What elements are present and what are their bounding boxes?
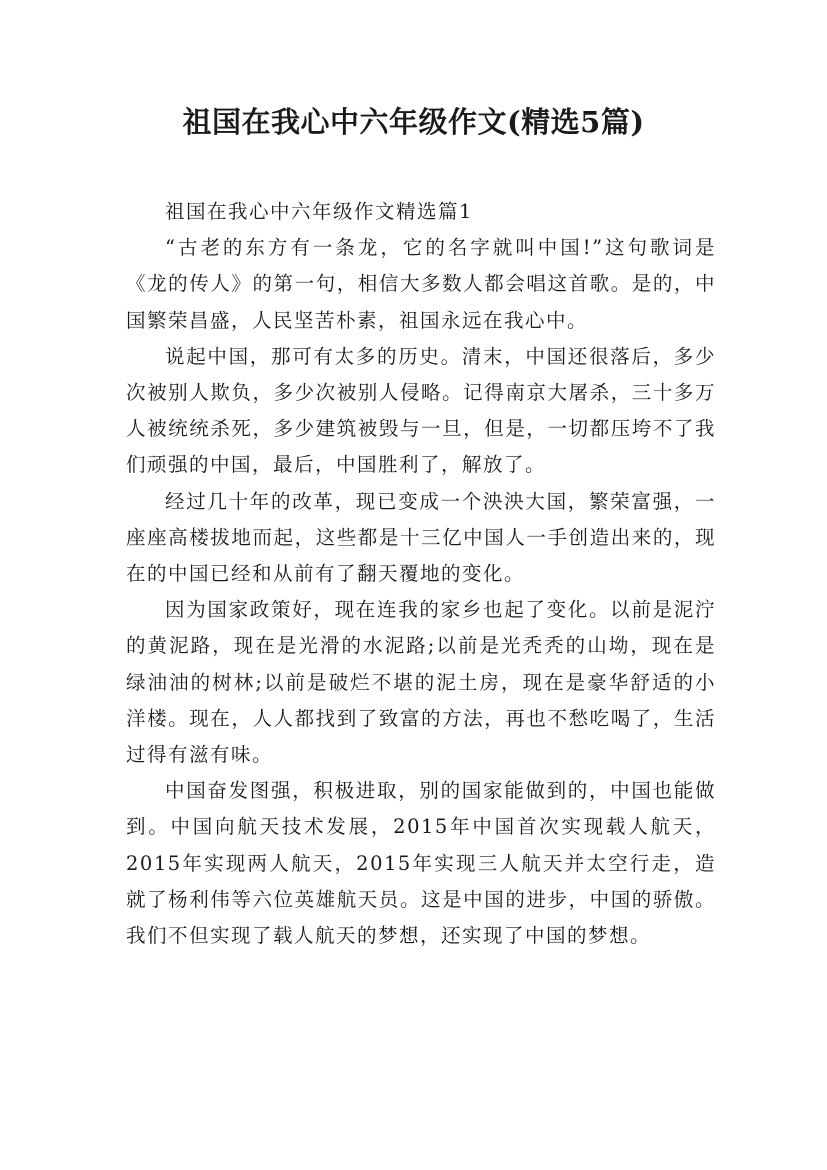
document-title: 祖国在我心中六年级作文(精选5篇) — [182, 105, 645, 139]
paragraph-1: “古老的东方有一条龙，它的名字就叫中国!”这句歌词是《龙的传人》的第一句，相信大多数人都会唱这首歌。是的，中国繁荣昌盛，人民坚苦朴素，祖国永远在我心中。 — [126, 236, 716, 332]
paragraph-4: 因为国家政策好，现在连我的家乡也起了变化。以前是泥泞的黄泥路，现在是光滑的水泥路;以前是光秃秃的山坳，现在是绿油油的树林;以前是破烂不堪的泥土房，现在是豪华舒适的小洋楼。现在，人人都找到了致富的方法，再也不愁吃喝了，生活过得有滋有味。 — [126, 598, 716, 767]
paragraph-2: 说起中国，那可有太多的历史。清末，中国还很落后，多少次被别人欺负，多少次被别人侵略。记得南京大屠杀，三十多万人被统统杀死，多少建筑被毁与一旦，但是，一切都压垮不了我们顽强的中国，最后，中国胜利了，解放了。 — [126, 344, 716, 477]
section-heading: 祖国在我心中六年级作文精选篇1 — [165, 200, 473, 223]
document-body — [126, 194, 716, 954]
paragraph-5: 中国奋发图强，积极进取，别的国家能做到的，中国也能做到。中国向航天技术发展，2015年中国首次实现载人航天，2015年实现两人航天，2015年实现三人航天并太空行走，造就了杨利伟等六位英雄航天员。这是中国的进步，中国的骄傲。我们不但实现了载人航天的梦想，还实现了中国的梦想。 — [126, 779, 716, 948]
paragraph-3: 经过几十年的改革，现已变成一个泱泱大国，繁荣富强，一座座高楼拔地而起，这些都是十三亿中国人一手创造出来的，现在的中国已经和从前有了翻天覆地的变化。 — [126, 489, 716, 586]
